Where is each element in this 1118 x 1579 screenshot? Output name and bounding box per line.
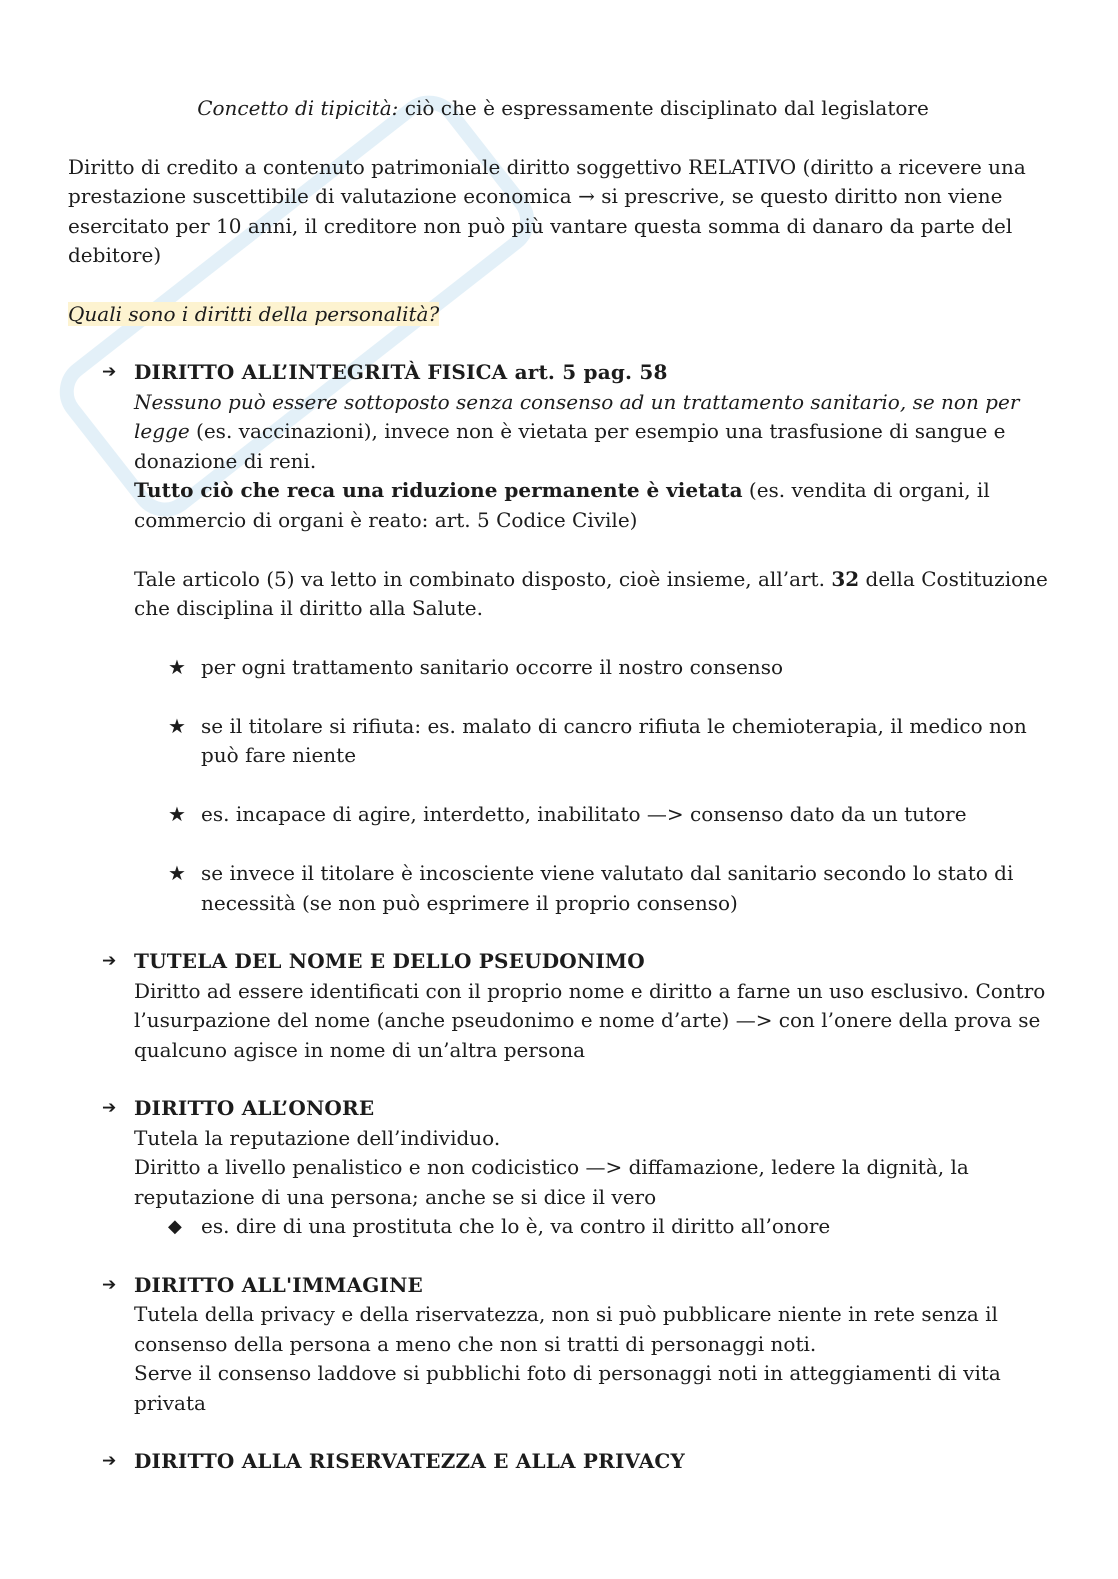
list-item-text: es. dire di una prostituta che lo è, va contro il diritto all’onore: [201, 1214, 831, 1238]
section-riservatezza-privacy: [68, 1447, 1058, 1477]
section-immagine: [68, 1271, 1058, 1419]
section-body: [134, 388, 1058, 477]
title-rest: ciò che è espressamente disciplinato dal legislatore: [398, 96, 929, 120]
list-item-text: per ogni trattamento sanitario occorre il nostro consenso: [201, 654, 783, 679]
bold-text: Tutto ciò che reca una riduzione permanente è vietata: [134, 478, 743, 502]
section-heading: DIRITTO ALL’ONORE: [134, 1096, 375, 1120]
section-body: Diritto a livello penalistico e non codicistico —> diffamazione, ledere la dignità, la reputazione di una persona; anche se si dice il vero: [134, 1155, 969, 1209]
section-onore: [68, 1094, 1058, 1242]
star-list-item: [134, 712, 1058, 771]
intro-paragraph: Diritto di credito a contenuto patrimoniale diritto soggettivo RELATIVO (diritto a ricevere una prestazione suscettibile di valutazione economica → si prescrive, se questo diritto non viene esercitato per 10 anni, il creditore non può più vantare questa somma di danaro da parte del debitore): [68, 154, 1026, 267]
star-list-item: [134, 800, 1058, 830]
section-heading: DIRITTO ALLA RISERVATEZZA E ALLA PRIVACY: [134, 1449, 686, 1473]
arrow-icon: ➔: [102, 362, 117, 382]
body-text: (es. vaccinazioni), invece non è vietata per esempio una trasfusione di sangue e donazione di reni.: [134, 419, 1006, 473]
diamond-icon: ◆: [168, 1216, 182, 1237]
question-block: [68, 300, 1058, 330]
body-text: della Costituzione che disciplina il diritto alla Salute.: [134, 566, 1048, 620]
list-item-text: se invece il titolare è incosciente viene valutato dal sanitario secondo lo stato di necessità (se non può esprimere il proprio consenso): [201, 861, 1014, 915]
italic-text: Nessuno può essere sottoposto senza consenso ad un trattamento sanitario, se non per legge: [134, 389, 1020, 443]
document-title: [68, 94, 1058, 124]
diamond-list-item: [134, 1212, 1058, 1242]
diamond-list: [134, 1212, 1058, 1242]
section-heading: DIRITTO ALL'IMMAGINE: [134, 1272, 423, 1297]
list-item-text: es. incapace di agire, interdetto, inabilitato —> consenso dato da un tutore: [201, 802, 967, 826]
arrow-icon: ➔: [102, 1098, 117, 1118]
article-number: 32: [831, 566, 860, 591]
star-icon: ★: [168, 802, 186, 826]
body-text: (es. vendita di organi, il commercio di organi è reato: art. 5 Codice Civile): [134, 478, 990, 532]
arrow-icon: ➔: [102, 1274, 117, 1295]
question-highlight: Quali sono i diritti della personalità?: [68, 301, 440, 326]
section-body: Tutela la reputazione dell’individuo.: [134, 1125, 501, 1150]
section-integrita-fisica: [68, 358, 1058, 918]
document-page: [68, 94, 1058, 1506]
star-icon: ★: [168, 713, 186, 738]
star-list: [134, 653, 1058, 919]
section-heading: TUTELA DEL NOME E DELLO PSEUDONIMO: [134, 949, 645, 973]
section-body: [134, 476, 1058, 535]
star-icon: ★: [168, 861, 186, 885]
star-icon: ★: [168, 654, 186, 679]
section-body: Serve il consenso laddove si pubblichi foto di personaggi noti in atteggiamenti di vita privata: [134, 1361, 1001, 1415]
section-body: Diritto ad essere identificati con il proprio nome e diritto a farne un uso esclusivo. Contro l’usurpazione del nome (anche pseudonimo e nome d’arte) —> con l’onere della prova se qualcuno agisce in nome di un’altra persona: [134, 978, 1046, 1062]
star-list-item: [134, 653, 1058, 683]
article-paragraph: [134, 565, 1058, 624]
body-text: Tale articolo (5) va letto in combinato disposto, cioè insieme, all’art.: [134, 566, 832, 591]
star-list-item: [134, 859, 1058, 918]
arrow-icon: ➔: [102, 951, 117, 971]
title-italic: Concetto di tipicità:: [197, 96, 399, 120]
section-heading: DIRITTO ALL’INTEGRITÀ FISICA art. 5 pag. 58: [134, 360, 668, 384]
section-nome-pseudonimo: [68, 947, 1058, 1065]
arrow-icon: ➔: [102, 1451, 117, 1471]
list-item-text: se il titolare si rifiuta: es. malato di cancro rifiuta le chemioterapia, il medico non può fare niente: [201, 713, 1027, 767]
section-body: Tutela della privacy e della riservatezza, non si può pubblicare niente in rete senza il consenso della persona a meno che non si tratti di personaggi noti.: [134, 1302, 998, 1356]
